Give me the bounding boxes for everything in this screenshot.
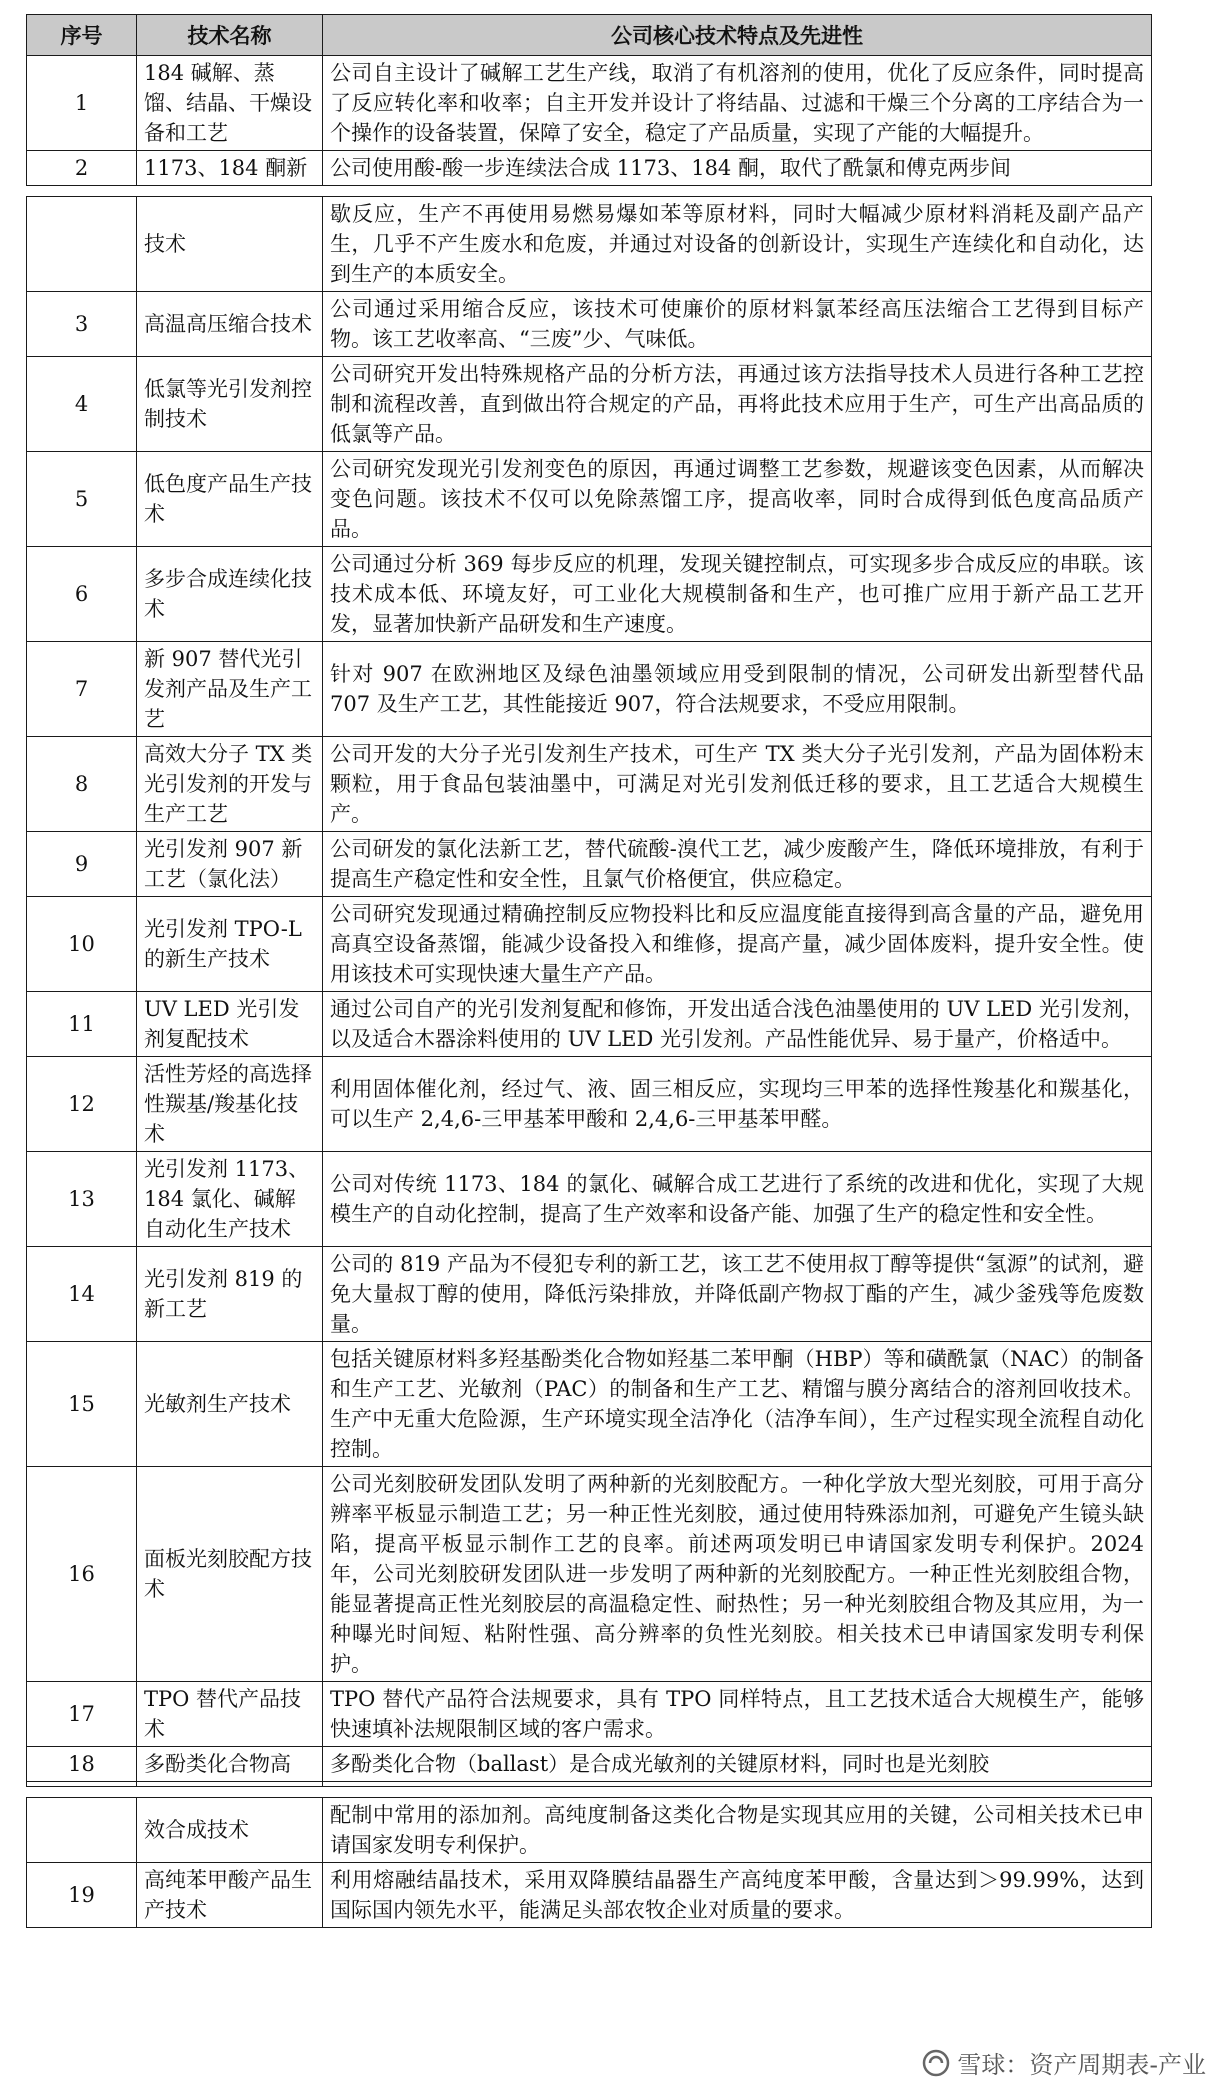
- cell-no: 4: [27, 357, 137, 452]
- cell-no: [27, 1798, 137, 1863]
- header-no: 序号: [27, 15, 137, 56]
- tech-table-part-2: [26, 196, 1152, 1787]
- cell-desc: 针对 907 在欧洲地区及绿色油墨领域应用受到限制的情况，公司研发出新型替代品 707 及生产工艺，其性能接近 907，符合法规要求，不受应用限制。: [323, 642, 1152, 737]
- cell-no: 11: [27, 992, 137, 1057]
- cell-no: 2: [27, 151, 137, 186]
- cell-no: 5: [27, 452, 137, 547]
- cell-name: [137, 1782, 323, 1787]
- cell-name: 低色度产品生产技术: [137, 452, 323, 547]
- cell-no: 14: [27, 1247, 137, 1342]
- cell-no: 18: [27, 1747, 137, 1782]
- table-row: [27, 737, 1152, 832]
- table-row: [27, 357, 1152, 452]
- cell-desc: 公司研究发现光引发剂变色的原因，再通过调整工艺参数，规避该变色因素，从而解决变色问题。该技术不仅可以免除蒸馏工序，提高收率，同时合成得到低色度高品质产品。: [323, 452, 1152, 547]
- snowball-logo-icon: [921, 2048, 951, 2078]
- table-row: [27, 1152, 1152, 1247]
- cell-name: 光引发剂 TPO-L 的新生产技术: [137, 897, 323, 992]
- cell-desc: 公司通过采用缩合反应，该技术可使廉价的原材料氯苯经高压法缩合工艺得到目标产物。该工艺收率高、“三废”少、气味低。: [323, 292, 1152, 357]
- cell-desc: 公司使用酸-酸一步连续法合成 1173、184 酮，取代了酰氯和傅克两步间: [323, 151, 1152, 186]
- cell-name: 多步合成连续化技术: [137, 547, 323, 642]
- cell-no: 12: [27, 1057, 137, 1152]
- cell-name: 光引发剂 819 的新工艺: [137, 1247, 323, 1342]
- cell-desc: 利用固体催化剂，经过气、液、固三相反应，实现均三甲苯的选择性羧基化和羰基化，可以生产 2,4,6-三甲基苯甲酸和 2,4,6-三甲基苯甲醛。: [323, 1057, 1152, 1152]
- cell-no: 9: [27, 832, 137, 897]
- table-row: [27, 1467, 1152, 1682]
- table-row: [27, 992, 1152, 1057]
- cell-name: 效合成技术: [137, 1798, 323, 1863]
- cell-desc: TPO 替代产品符合法规要求，具有 TPO 同样特点，且工艺技术适合大规模生产，能够快速填补法规限制区域的客户需求。: [323, 1682, 1152, 1747]
- cell-desc: 多酚类化合物（ballast）是合成光敏剂的关键原材料，同时也是光刻胶: [323, 1747, 1152, 1782]
- cell-desc: 包括关键原材料多羟基酚类化合物如羟基二苯甲酮（HBP）等和磺酰氯（NAC）的制备和生产工艺、光敏剂（PAC）的制备和生产工艺、精馏与膜分离结合的溶剂回收技术。生产中无重大危险源，生产环境实现全洁净化（洁净车间），生产过程实现全流程自动化控制。: [323, 1342, 1152, 1467]
- cell-desc: 公司研究发现通过精确控制反应物投料比和反应温度能直接得到高含量的产品，避免用高真空设备蒸馏，能减少设备投入和维修，提高产量，减少固体废料，提升安全性。使用该技术可实现快速大量生产产品。: [323, 897, 1152, 992]
- cell-no: 13: [27, 1152, 137, 1247]
- cell-no: 6: [27, 547, 137, 642]
- cell-no: 3: [27, 292, 137, 357]
- watermark-text: 雪球：资产周期表-产业: [957, 2051, 1206, 2079]
- watermark: [921, 2045, 1206, 2080]
- cell-desc: 公司的 819 产品为不侵犯专利的新工艺，该工艺不使用叔丁醇等提供“氢源”的试剂，避免大量叔丁醇的使用，降低污染排放，并降低副产物叔丁酯的产生，减少釜残等危废数量。: [323, 1247, 1152, 1342]
- cell-name: 多酚类化合物高: [137, 1747, 323, 1782]
- table-row: [27, 452, 1152, 547]
- header-name: 技术名称: [137, 15, 323, 56]
- cell-no: 10: [27, 897, 137, 992]
- cell-desc: 通过公司自产的光引发剂复配和修饰，开发出适合浅色油墨使用的 UV LED 光引发剂，以及适合木器涂料使用的 UV LED 光引发剂。产品性能优异、易于量产，价格适中。: [323, 992, 1152, 1057]
- cell-desc: 歇反应，生产不再使用易燃易爆如苯等原材料，同时大幅减少原材料消耗及副产品产生，几乎不产生废水和危废，并通过对设备的创新设计，实现生产连续化和自动化，达到生产的本质安全。: [323, 197, 1152, 292]
- tech-table-part-3: [26, 1797, 1152, 1928]
- cell-name: TPO 替代产品技术: [137, 1682, 323, 1747]
- table-row: [27, 1747, 1152, 1782]
- cell-desc: 公司研发的氯化法新工艺，替代硫酸-溴代工艺，减少废酸产生，降低环境排放，有利于提高生产稳定性和安全性，且氯气价格便宜，供应稳定。: [323, 832, 1152, 897]
- cell-name: 光引发剂 907 新工艺（氯化法）: [137, 832, 323, 897]
- table-row: [27, 1682, 1152, 1747]
- cell-name: 184 碱解、蒸馏、结晶、干燥设备和工艺: [137, 56, 323, 151]
- table-row: [27, 832, 1152, 897]
- cell-desc: 公司自主设计了碱解工艺生产线，取消了有机溶剂的使用，优化了反应条件，同时提高了反应转化率和收率；自主开发并设计了将结晶、过滤和干燥三个分离的工序结合为一个操作的设备装置，保障了安全，稳定了产品质量，实现了产能的大幅提升。: [323, 56, 1152, 151]
- cell-no: 15: [27, 1342, 137, 1467]
- cell-name: 1173、184 酮新: [137, 151, 323, 186]
- cell-desc: 公司光刻胶研发团队发明了两种新的光刻胶配方。一种化学放大型光刻胶，可用于高分辨率平板显示制造工艺；另一种正性光刻胶，通过使用特殊添加剂，可避免产生镜头缺陷，提高平板显示制作工艺的良率。前述两项发明已申请国家发明专利保护。2024 年，公司光刻胶研发团队进一步发明了两种新的光刻胶配方。一种正性光刻胶组合物，能显著提高正性光刻胶层的高温稳定性、耐热性；另一种光刻胶组合物及其应用，为一种曝光时间短、粘附性强、高分辨率的负性光刻胶。相关技术已申请国家发明专利保护。: [323, 1467, 1152, 1682]
- table-header-row: [27, 15, 1152, 56]
- table-row: [27, 1057, 1152, 1152]
- cell-name: 高温高压缩合技术: [137, 292, 323, 357]
- table-row: [27, 292, 1152, 357]
- table-row: [27, 897, 1152, 992]
- table-row: [27, 197, 1152, 292]
- tech-table-part-1: [26, 14, 1152, 186]
- table-row: [27, 642, 1152, 737]
- cell-name: 低氯等光引发剂控制技术: [137, 357, 323, 452]
- cell-name: 技术: [137, 197, 323, 292]
- table-row: [27, 1798, 1152, 1863]
- cell-desc: 配制中常用的添加剂。高纯度制备这类化合物是实现其应用的关键，公司相关技术已申请国家发明专利保护。: [323, 1798, 1152, 1863]
- cell-desc: 利用熔融结晶技术，采用双降膜结晶器生产高纯度苯甲酸，含量达到＞99.99%，达到国际国内领先水平，能满足头部农牧企业对质量的要求。: [323, 1863, 1152, 1928]
- table-row: [27, 1247, 1152, 1342]
- cell-no: [27, 197, 137, 292]
- document-page: [26, 14, 1152, 1928]
- cell-no: 17: [27, 1682, 137, 1747]
- cell-name: 光敏剂生产技术: [137, 1342, 323, 1467]
- cell-name: UV LED 光引发剂复配技术: [137, 992, 323, 1057]
- table-row: [27, 547, 1152, 642]
- cell-desc: 公司通过分析 369 每步反应的机理，发现关键控制点，可实现多步合成反应的串联。该技术成本低、环境友好，可工业化大规模制备和生产，也可推广应用于新产品工艺开发，显著加快新产品研发和生产速度。: [323, 547, 1152, 642]
- cell-no: 19: [27, 1863, 137, 1928]
- cell-desc: 公司研究开发出特殊规格产品的分析方法，再通过该方法指导技术人员进行各种工艺控制和流程改善，直到做出符合规定的产品，再将此技术应用于生产，可生产出高品质的低氯等产品。: [323, 357, 1152, 452]
- cell-name: 高纯苯甲酸产品生产技术: [137, 1863, 323, 1928]
- cell-no: 1: [27, 56, 137, 151]
- table-row: [27, 56, 1152, 151]
- table-row: [27, 1863, 1152, 1928]
- header-desc: 公司核心技术特点及先进性: [323, 15, 1152, 56]
- cell-desc: 公司对传统 1173、184 的氯化、碱解合成工艺进行了系统的改进和优化，实现了大规模生产的自动化控制，提高了生产效率和设备产能、加强了生产的稳定性和安全性。: [323, 1152, 1152, 1247]
- cell-no: 8: [27, 737, 137, 832]
- cell-desc: 公司开发的大分子光引发剂生产技术，可生产 TX 类大分子光引发剂，产品为固体粉末颗粒，用于食品包装油墨中，可满足对光引发剂低迁移的要求，且工艺适合大规模生产。: [323, 737, 1152, 832]
- cell-name: 高效大分子 TX 类光引发剂的开发与生产工艺: [137, 737, 323, 832]
- cell-name: 活性芳烃的高选择性羰基/羧基化技术: [137, 1057, 323, 1152]
- cell-name: 光引发剂 1173、184 氯化、碱解自动化生产技术: [137, 1152, 323, 1247]
- cell-desc: [323, 1782, 1152, 1787]
- cell-no: 7: [27, 642, 137, 737]
- cell-no: 16: [27, 1467, 137, 1682]
- cell-no: [27, 1782, 137, 1787]
- table-row: [27, 1342, 1152, 1467]
- table-row: [27, 1782, 1152, 1787]
- cell-name: 面板光刻胶配方技术: [137, 1467, 323, 1682]
- cell-name: 新 907 替代光引发剂产品及生产工艺: [137, 642, 323, 737]
- table-row: [27, 151, 1152, 186]
